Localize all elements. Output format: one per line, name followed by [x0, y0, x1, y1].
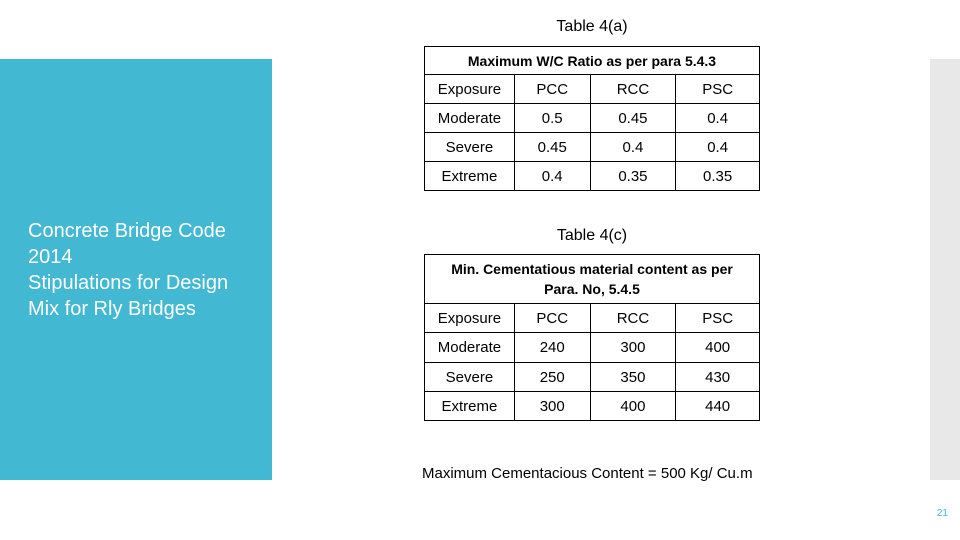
table-cell: Severe	[425, 363, 515, 392]
right-decor-strip	[930, 59, 960, 480]
table-row	[425, 104, 760, 133]
table-cell: 400	[676, 333, 760, 363]
table-cell: 240	[514, 333, 590, 363]
table-a	[424, 46, 760, 191]
table-cell: Extreme	[425, 162, 515, 191]
page-number: 21	[936, 508, 948, 519]
table-row	[425, 392, 760, 421]
table-header-cell: Exposure	[425, 75, 515, 104]
table-cell: Moderate	[425, 104, 515, 133]
table-cell: 300	[590, 333, 676, 363]
table-cell: 250	[514, 363, 590, 392]
slide-title: Concrete Bridge Code 2014 Stipulations for Design Mix for Rly Bridges	[28, 220, 229, 320]
table-a-caption: Table 4(a)	[556, 18, 628, 35]
table-header-cell: PCC	[514, 304, 590, 333]
table-cell: 400	[590, 392, 676, 421]
table-header-cell: PSC	[676, 75, 760, 104]
table-row	[425, 363, 760, 392]
table-cell: Severe	[425, 133, 515, 162]
table-cell: 0.4	[676, 104, 760, 133]
table-cell: 0.35	[590, 162, 676, 191]
table-row	[425, 133, 760, 162]
table-header-cell: PCC	[514, 75, 590, 104]
table-cell: 430	[676, 363, 760, 392]
table-cell: 0.45	[514, 133, 590, 162]
table-cell: 0.5	[514, 104, 590, 133]
table-c-title: Min. Cementatious material content as per Para. No, 5.4.5	[425, 255, 760, 304]
table-cell: 300	[514, 392, 590, 421]
table-cell: 0.4	[514, 162, 590, 191]
table-cell: 0.35	[676, 162, 760, 191]
table-cell: 350	[590, 363, 676, 392]
table-cell: Moderate	[425, 333, 515, 363]
table-row	[425, 162, 760, 191]
table-c	[424, 254, 760, 421]
table-a-title: Maximum W/C Ratio as per para 5.4.3	[425, 47, 760, 75]
table-row	[425, 333, 760, 363]
table-cell: 0.4	[590, 133, 676, 162]
table-c-caption: Table 4(c)	[556, 227, 628, 244]
table-cell: 440	[676, 392, 760, 421]
footer-note: Maximum Cementacious Content = 500 Kg/ Cu.m	[422, 465, 753, 482]
table-header-cell: RCC	[590, 304, 676, 333]
table-header-cell: PSC	[676, 304, 760, 333]
table-header-cell: RCC	[590, 75, 676, 104]
table-cell: 0.4	[676, 133, 760, 162]
table-cell: 0.45	[590, 104, 676, 133]
table-cell: Extreme	[425, 392, 515, 421]
table-header-cell: Exposure	[425, 304, 515, 333]
